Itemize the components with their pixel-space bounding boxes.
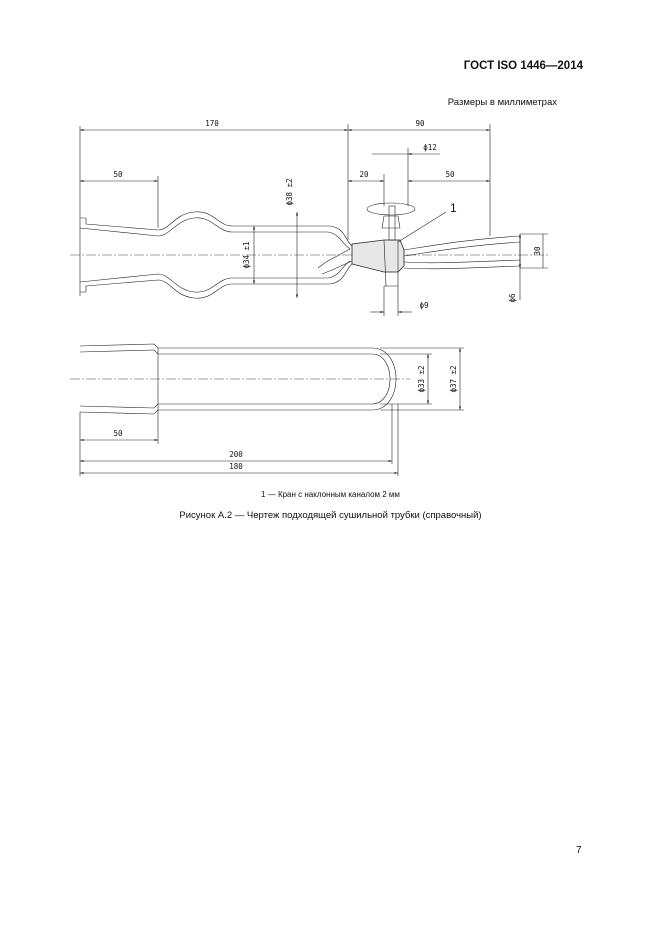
svg-text:30: 30 — [533, 246, 542, 256]
svg-text:170: 170 — [205, 119, 219, 128]
lower-dimension-labels — [113, 365, 458, 471]
figure-legend: 1 — Кран с наклонным каналом 2 мм — [261, 490, 400, 499]
svg-text:ϕ9: ϕ9 — [419, 301, 429, 310]
svg-text:ϕ12: ϕ12 — [423, 143, 437, 152]
svg-text:ϕ34 ±1: ϕ34 ±1 — [242, 241, 251, 269]
stopcock-body — [352, 240, 404, 272]
svg-text:ϕ37 ±2: ϕ37 ±2 — [449, 365, 458, 393]
callout-leader — [398, 212, 446, 242]
svg-text:ϕ6: ϕ6 — [508, 293, 517, 303]
svg-text:90: 90 — [415, 119, 425, 128]
svg-text:20: 20 — [359, 170, 369, 179]
standard-header: ГОСТ ISO 1446—2014 — [463, 60, 583, 72]
upper-dimensions — [80, 124, 548, 316]
upper-dimension-labels — [113, 119, 542, 310]
page-number: 7 — [576, 845, 582, 856]
units-note: Размеры в миллиметрах — [447, 97, 557, 108]
lower-dimensions — [80, 348, 464, 476]
callout-number: 1 — [450, 201, 457, 215]
figure-caption: Рисунок А.2 — Чертеж подходящей сушильной трубки (справочный) — [179, 510, 482, 521]
upper-view — [70, 119, 548, 316]
svg-text:180: 180 — [229, 462, 243, 471]
svg-text:ϕ38 ±2: ϕ38 ±2 — [285, 178, 294, 206]
svg-text:50: 50 — [113, 429, 123, 438]
svg-text:50: 50 — [113, 170, 123, 179]
svg-text:200: 200 — [229, 450, 243, 459]
svg-text:50: 50 — [445, 170, 455, 179]
lower-view — [70, 344, 464, 476]
upper-tube-body — [80, 203, 520, 298]
svg-text:ϕ33 ±2: ϕ33 ±2 — [417, 365, 426, 393]
